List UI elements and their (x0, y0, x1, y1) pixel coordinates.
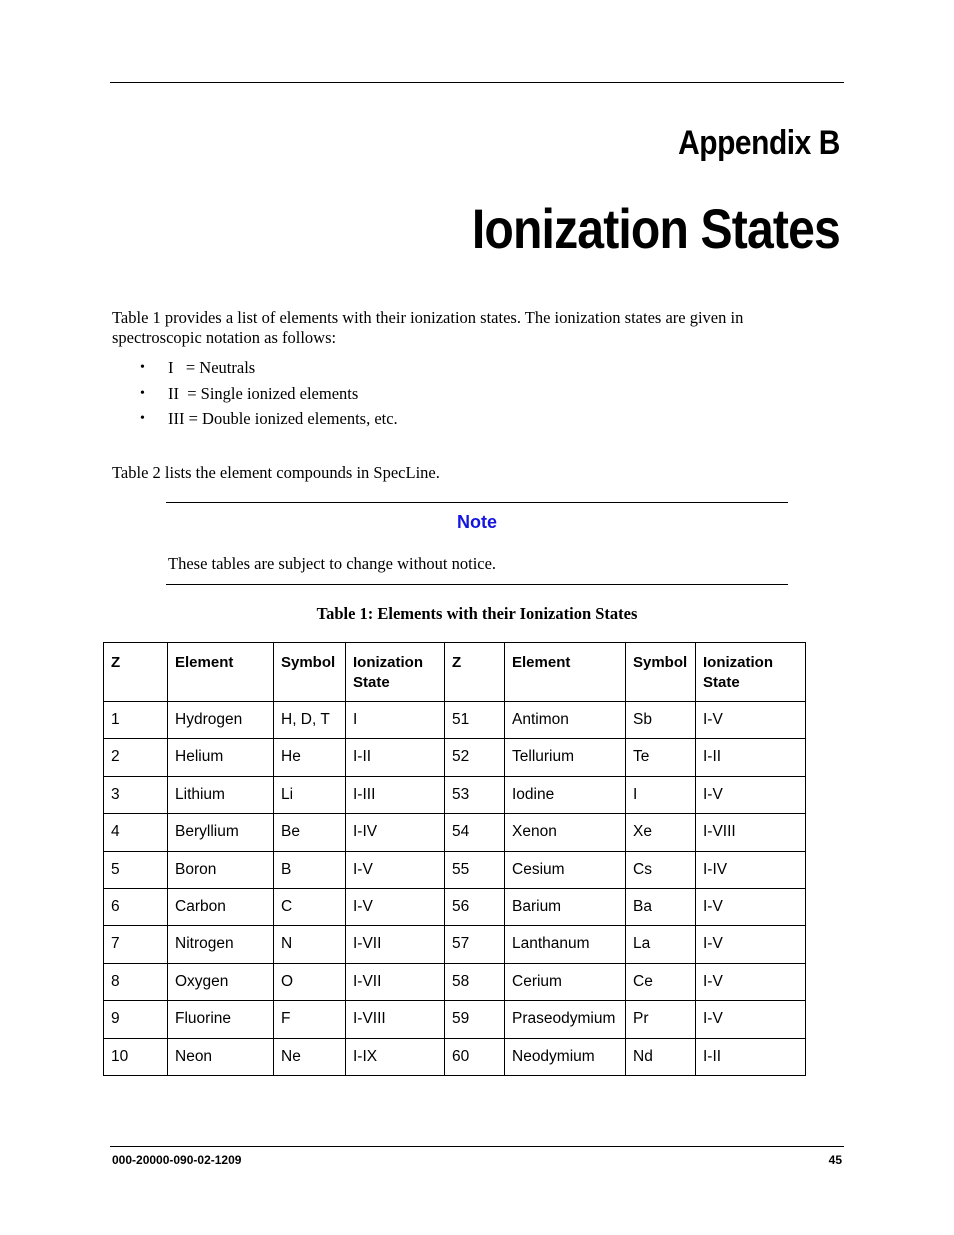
cell-z: 3 (104, 776, 168, 813)
table-row (104, 739, 806, 776)
intro-paragraph: Table 1 provides a list of elements with their ionization states. The ionization states are given in spectroscopic notation as follows: (112, 308, 744, 347)
cell-symbol: He (274, 739, 346, 776)
cell-ionization-state: I-V (696, 702, 806, 739)
cell-z: 4 (104, 814, 168, 851)
cell-ionization-state: I-V (696, 963, 806, 1000)
cell-element: Helium (168, 739, 274, 776)
cell-z: 60 (445, 1038, 505, 1075)
cell-element: Antimon (505, 702, 626, 739)
cell-ionization-state: I-V (346, 888, 445, 925)
cell-ionization-state: I-IX (346, 1038, 445, 1075)
cell-element: Nitrogen (168, 926, 274, 963)
list-item-text: III = Double ionized elements, etc. (168, 409, 398, 428)
note-text: These tables are subject to change without notice. (168, 554, 497, 573)
cell-symbol: Sb (626, 702, 696, 739)
cell-element: Fluorine (168, 1001, 274, 1038)
column-header-element: Element (168, 643, 274, 702)
cell-symbol: Cs (626, 851, 696, 888)
cell-ionization-state: I-V (346, 851, 445, 888)
cell-z: 58 (445, 963, 505, 1000)
column-header-symbol: Symbol (274, 643, 346, 702)
footer-rule (110, 1146, 844, 1147)
document-number: 000-20000-090-02-1209 (112, 1153, 242, 1167)
note-top-rule (166, 502, 788, 503)
table2-paragraph: Table 2 lists the element compounds in SpecLine. (112, 463, 440, 482)
cell-element: Xenon (505, 814, 626, 851)
table-row (104, 814, 806, 851)
cell-element: Lanthanum (505, 926, 626, 963)
bullet-icon: • (140, 385, 145, 401)
cell-element: Cesium (505, 851, 626, 888)
table-header-row (104, 643, 806, 702)
cell-z: 9 (104, 1001, 168, 1038)
table-row (104, 776, 806, 813)
cell-element: Neon (168, 1038, 274, 1075)
cell-ionization-state: I-V (696, 926, 806, 963)
cell-symbol: Nd (626, 1038, 696, 1075)
elements-table (103, 642, 806, 1076)
header-rule (110, 82, 844, 83)
appendix-label: Appendix B (678, 124, 840, 162)
cell-z: 52 (445, 739, 505, 776)
cell-ionization-state: I-II (696, 739, 806, 776)
cell-symbol: C (274, 888, 346, 925)
cell-z: 51 (445, 702, 505, 739)
column-header-z: Z (445, 643, 505, 702)
table-row (104, 1001, 806, 1038)
cell-ionization-state: I-III (346, 776, 445, 813)
cell-element: Boron (168, 851, 274, 888)
cell-ionization-state: I-VII (346, 926, 445, 963)
note-bottom-rule (166, 584, 788, 585)
cell-symbol: Pr (626, 1001, 696, 1038)
cell-symbol: Ba (626, 888, 696, 925)
cell-z: 5 (104, 851, 168, 888)
cell-element: Tellurium (505, 739, 626, 776)
cell-z: 59 (445, 1001, 505, 1038)
list-item (140, 409, 398, 435)
cell-element: Hydrogen (168, 702, 274, 739)
bullet-icon: • (140, 411, 145, 426)
cell-ionization-state: I-II (346, 739, 445, 776)
list-item (140, 358, 398, 384)
cell-element: Oxygen (168, 963, 274, 1000)
cell-symbol: Ce (626, 963, 696, 1000)
cell-ionization-state: I (346, 702, 445, 739)
cell-ionization-state: I-IV (696, 851, 806, 888)
column-header-ionization-state: Ionization State (696, 643, 806, 702)
cell-z: 7 (104, 926, 168, 963)
notation-list (140, 358, 398, 435)
column-header-z: Z (104, 643, 168, 702)
cell-symbol: Te (626, 739, 696, 776)
cell-z: 55 (445, 851, 505, 888)
table-row (104, 963, 806, 1000)
cell-ionization-state: I-V (696, 1001, 806, 1038)
cell-z: 53 (445, 776, 505, 813)
cell-z: 10 (104, 1038, 168, 1075)
cell-element: Beryllium (168, 814, 274, 851)
cell-z: 2 (104, 739, 168, 776)
cell-symbol: B (274, 851, 346, 888)
cell-ionization-state: I-V (696, 776, 806, 813)
column-header-ionization-state: Ionization State (346, 643, 445, 702)
table-body (104, 702, 806, 1076)
cell-ionization-state: I-V (696, 888, 806, 925)
page-number: 45 (828, 1153, 842, 1167)
cell-symbol: H, D, T (274, 702, 346, 739)
cell-element: Lithium (168, 776, 274, 813)
cell-z: 57 (445, 926, 505, 963)
column-header-element: Element (505, 643, 626, 702)
cell-ionization-state: I-II (696, 1038, 806, 1075)
cell-z: 8 (104, 963, 168, 1000)
cell-symbol: La (626, 926, 696, 963)
cell-ionization-state: I-VIII (696, 814, 806, 851)
cell-element: Iodine (505, 776, 626, 813)
cell-z: 56 (445, 888, 505, 925)
cell-ionization-state: I-IV (346, 814, 445, 851)
cell-element: Cerium (505, 963, 626, 1000)
list-item (140, 384, 398, 410)
cell-symbol: I (626, 776, 696, 813)
page-title: Ionization States (471, 197, 840, 260)
cell-symbol: Be (274, 814, 346, 851)
cell-symbol: F (274, 1001, 346, 1038)
cell-symbol: O (274, 963, 346, 1000)
cell-symbol: Xe (626, 814, 696, 851)
cell-element: Barium (505, 888, 626, 925)
table-row (104, 702, 806, 739)
column-header-symbol: Symbol (626, 643, 696, 702)
cell-z: 1 (104, 702, 168, 739)
cell-symbol: Li (274, 776, 346, 813)
list-item-text: I = Neutrals (168, 358, 256, 377)
cell-ionization-state: I-VIII (346, 1001, 445, 1038)
note-heading: Note (457, 512, 497, 532)
cell-z: 54 (445, 814, 505, 851)
table-row (104, 1038, 806, 1075)
table-row (104, 851, 806, 888)
cell-symbol: Ne (274, 1038, 346, 1075)
cell-z: 6 (104, 888, 168, 925)
cell-symbol: N (274, 926, 346, 963)
cell-ionization-state: I-VII (346, 963, 445, 1000)
table-row (104, 926, 806, 963)
table-row (104, 888, 806, 925)
table-caption: Table 1: Elements with their Ionization States (316, 604, 638, 623)
bullet-icon: • (140, 360, 145, 375)
cell-element: Praseodymium (505, 1001, 626, 1038)
cell-element: Neodymium (505, 1038, 626, 1075)
cell-element: Carbon (168, 888, 274, 925)
list-item-text: II = Single ionized elements (168, 383, 359, 403)
